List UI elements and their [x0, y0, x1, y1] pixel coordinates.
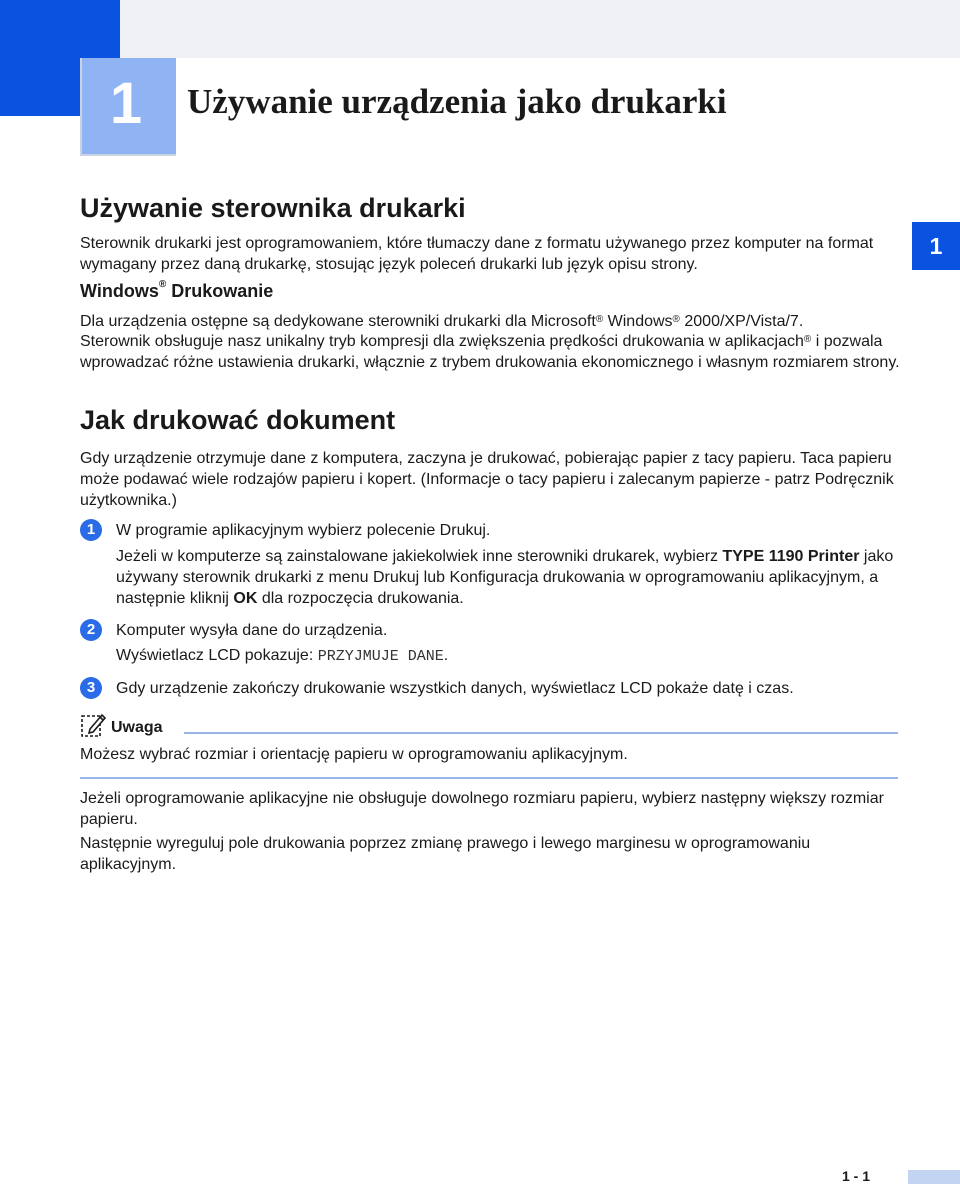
note-text: Możesz wybrać rozmiar i orientację papieru w oprogramowaniu aplikacyjnym. — [80, 746, 628, 763]
note-label: Uwaga — [111, 719, 163, 736]
step-1-text: W programie aplikacyjnym wybierz polecenie Drukuj. — [116, 522, 491, 539]
lcd-message: PRZYJMUJE DANE — [317, 648, 444, 665]
paragraph-drivers-part-b: Windows — [603, 313, 673, 330]
chapter-side-tab[interactable]: 1 — [912, 222, 960, 270]
page-number: 1 - 1 — [842, 1168, 871, 1184]
paragraph-compression-part-a: Sterownik obsługuje nasz unikalny tryb kompresji dla zwiększenia prędkości drukowania w aplikacjach — [80, 333, 804, 350]
step-3-icon: 3 — [80, 677, 102, 699]
step-1-detail — [116, 546, 906, 609]
step-2-detail-part-b: . — [443, 647, 449, 664]
registered-mark: ® — [672, 314, 680, 325]
chapter-title: Używanie urządzenia jako drukarki — [187, 82, 727, 121]
step-3-text: Gdy urządzenie zakończy drukowanie wszystkich danych, wyświetlacz LCD pokaże datę i czas. — [116, 680, 794, 697]
paragraph-drivers — [80, 311, 900, 332]
paragraph-margins: Następnie wyreguluj pole drukowania poprzez zmianę prawego i lewego marginesu w oprogramowaniu aplikacyjnym. — [80, 835, 811, 873]
step-2-detail — [116, 645, 906, 667]
footer-bar — [908, 1170, 960, 1184]
step-2-icon: 2 — [80, 619, 102, 641]
note-rule-bottom — [80, 777, 898, 779]
section-intro-driver: Sterownik drukarki jest oprogramowaniem, które tłumaczy dane z formatu używanego przez komputer na format wymagany przez daną drukarkę, stosując język poleceń drukarki lub język opisu strony. — [80, 235, 874, 273]
paragraph-paper-size: Jeżeli oprogramowanie aplikacyjne nie obsługuje dowolnego rozmiaru papieru, wybierz następny większy rozmiar papieru. — [80, 790, 884, 828]
step-1-detail-part-b: jako używany sterownik drukarki z menu Drukuj lub Konfiguracja drukowania w oprogramowaniu aplikacyjnym, a następnie kliknij — [116, 548, 894, 607]
step-1-icon: 1 — [80, 519, 102, 541]
paragraph-drivers-part-c: 2000/XP/Vista/7. — [679, 313, 804, 330]
header-band — [120, 0, 960, 58]
registered-mark: ® — [803, 334, 812, 345]
step-2-detail-part-a: Wyświetlacz LCD pokazuje: — [116, 647, 318, 664]
subheading-windows-printing — [80, 281, 273, 302]
step-2-text: Komputer wysyła dane do urządzenia. — [116, 622, 388, 639]
note-pencil-icon — [80, 712, 106, 738]
paragraph-compression — [80, 331, 900, 373]
registered-mark: ® — [595, 314, 604, 325]
chapter-number: 1 — [109, 71, 143, 136]
step-1-detail-part-a: Jeżeli w komputerze są zainstalowane jakiekolwiek inne sterowniki drukarek, wybierz — [116, 548, 723, 565]
registered-mark: ® — [158, 279, 167, 290]
printer-name: TYPE 1190 Printer — [722, 548, 860, 565]
paragraph-compression-part-b: i pozwala wprowadzać różne ustawienia drukarki, włącznie z trybem drukowania ekonomicznego i własnym rozmiarem strony. — [80, 333, 900, 371]
ok-label: OK — [233, 590, 258, 607]
section-heading-print: Jak drukować dokument — [80, 405, 396, 435]
step-1-detail-part-c: dla rozpoczęcia drukowania. — [257, 590, 464, 607]
subheading-printing: Drukowanie — [166, 281, 274, 301]
section-heading-driver: Używanie sterownika drukarki — [80, 193, 466, 223]
note-rule-top — [184, 732, 898, 734]
subheading-windows: Windows — [80, 281, 159, 301]
paragraph-drivers-part-a: Dla urządzenia ostępne są dedykowane sterowniki drukarki dla Microsoft — [80, 313, 596, 330]
section-intro-print: Gdy urządzenie otrzymuje dane z komputera, zaczyna je drukować, pobierając papier z tacy papieru. Taca papieru może podawać wiele rodzajów papieru i kopert. (Informacje o tacy papieru i zalecanym papierze - patrz Podręcznik użytkownika.) — [80, 450, 894, 509]
